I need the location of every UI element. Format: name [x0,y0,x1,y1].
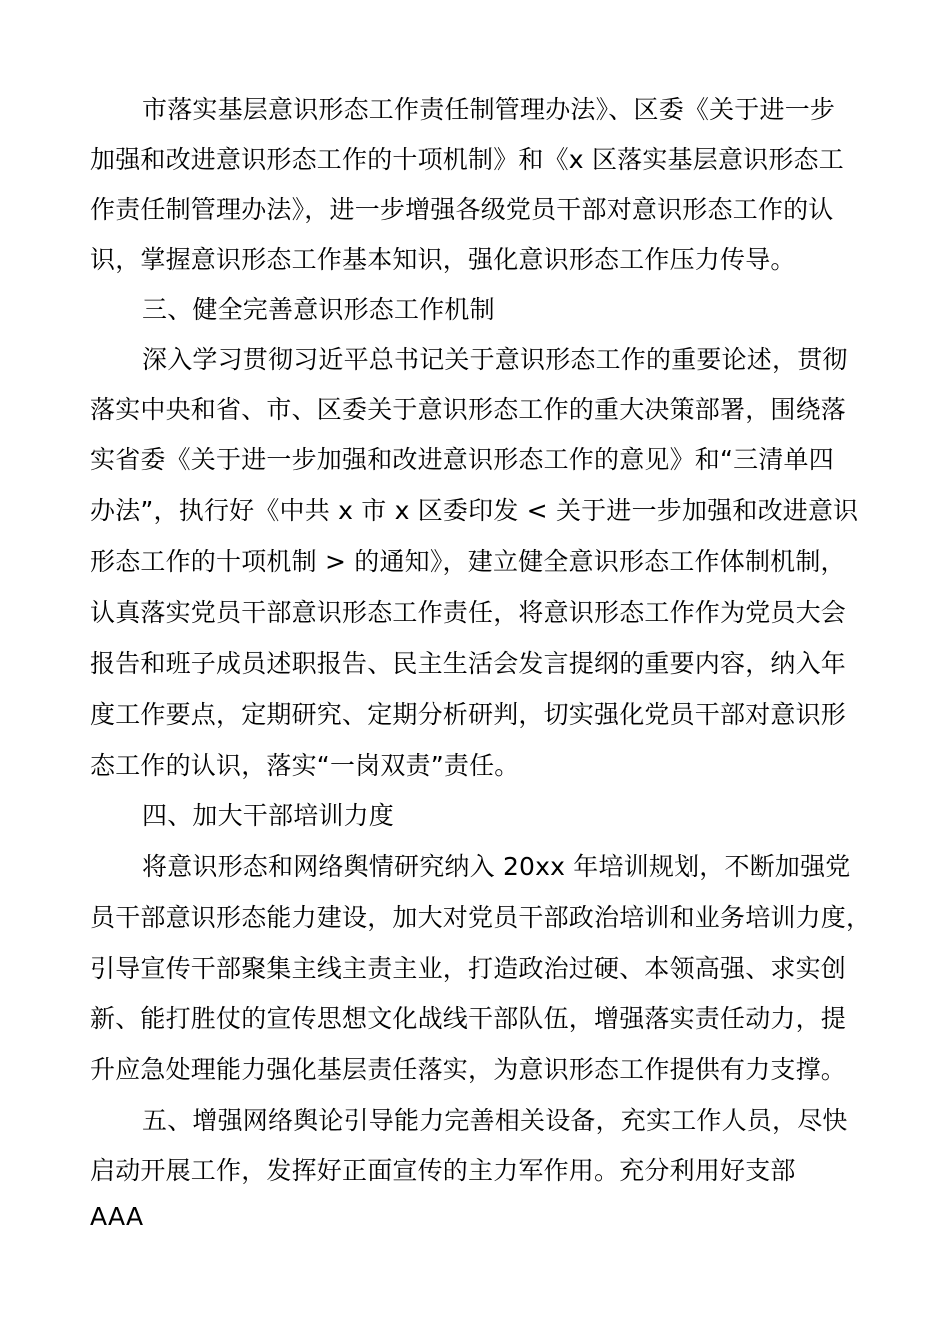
text-line: 新、能打胜仗的宣传思想文化战线干部队伍，增强落实责任动力，提 [90,1004,847,1033]
text-line: 识，掌握意识形态工作基本知识，强化意识形态工作压力传导。 [90,245,796,274]
text-line: 报告和班子成员述职报告、民主生活会发言提纲的重要内容，纳入年 [90,649,847,678]
text-line: 度工作要点，定期研究、定期分析研判，切实强化党员干部对意识形 [90,700,847,729]
text-line: 形态工作的十项机制 > 的通知》，建立健全意识形态工作体制机制， [90,547,846,576]
section-heading: 四、加大干部培训力度 [142,801,395,830]
text-line: 启动开展工作，发挥好正面宣传的主力军作用。充分利用好支部 [90,1156,796,1185]
text-line: 认真落实党员干部意识形态工作责任，将意识形态工作作为党员大会 [90,598,847,627]
text-line: 实省委《关于进一步加强和改进意识形态工作的意见》和“三清单四 [90,445,834,474]
text-line: 办法”，执行好《中共 x 市 x 区委印发 < 关于进一步加强和改进意识 [90,496,859,525]
text-line: 升应急处理能力强化基层责任落实，为意识形态工作提供有力支撑。 [90,1055,847,1084]
text-line: 市落实基层意识形态工作责任制管理办法》、区委《关于进一步 [142,95,836,124]
section-heading: 三、健全完善意识形态工作机制 [142,295,495,324]
text-line: 员干部意识形态能力建设，加大对党员干部政治培训和业务培训力度， [90,903,872,932]
text-line: 深入学习贯彻习近平总书记关于意识形态工作的重要论述，贯彻 [142,345,848,374]
text-line: 落实中央和省、市、区委关于意识形态工作的重大决策部署，围绕落 [90,395,847,424]
text-line: 态工作的认识，落实“一岗双责”责任。 [90,751,520,780]
text-line: 作责任制管理办法》，进一步增强各级党员干部对意识形态工作的认 [90,195,834,224]
section-heading: 五、增强网络舆论引导能力完善相关设备，充实工作人员，尽快 [142,1106,848,1135]
text-line: AAA [90,1202,144,1231]
text-line: 引导宣传干部聚集主线主责主业，打造政治过硬、本领高强、求实创 [90,954,847,983]
text-line: 将意识形态和网络舆情研究纳入 20xx 年培训规划，不断加强党 [142,852,851,881]
text-line: 加强和改进意识形态工作的十项机制》和《x 区落实基层意识形态工 [90,145,844,174]
